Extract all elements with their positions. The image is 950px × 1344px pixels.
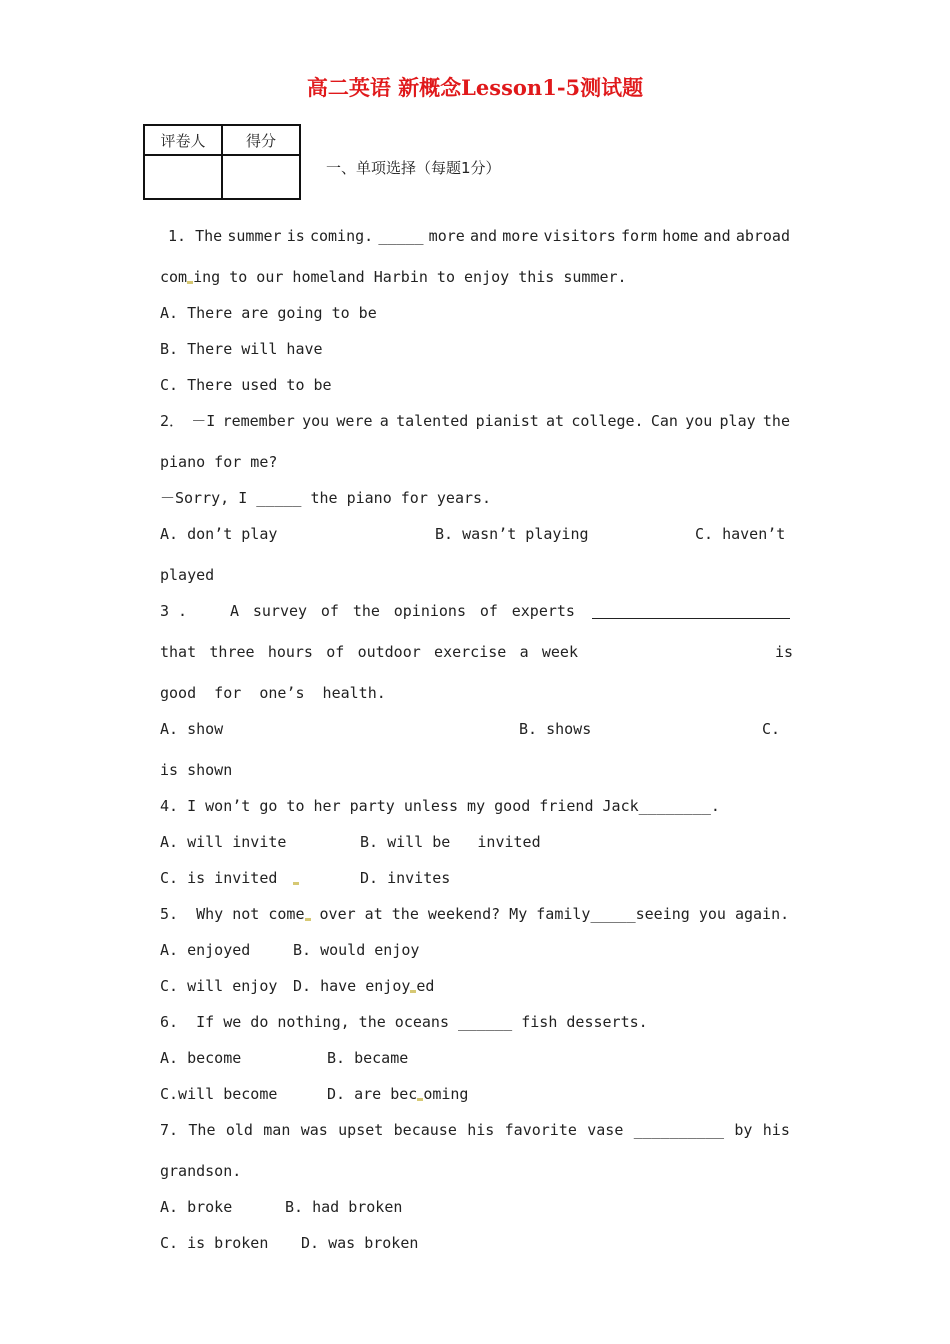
word: A bbox=[230, 602, 240, 620]
q7-option-d: D. was broken bbox=[301, 1234, 419, 1252]
word: upset bbox=[338, 1121, 384, 1139]
word: was bbox=[300, 1121, 328, 1139]
word: coming. bbox=[309, 227, 374, 245]
word: his bbox=[762, 1121, 790, 1139]
q7-line1 bbox=[160, 1120, 790, 1140]
word: of bbox=[320, 602, 339, 620]
page-title: 高二英语 新概念Lesson1-5测试题 bbox=[306, 75, 644, 100]
word: 2． bbox=[160, 412, 185, 430]
grader-cell bbox=[144, 155, 222, 199]
word: home bbox=[662, 227, 699, 245]
word: The bbox=[188, 1121, 216, 1139]
q1-line2: com ing to our homeland Harbin to enjoy this summer. bbox=[160, 268, 627, 286]
word: that bbox=[160, 643, 197, 661]
word: exercise bbox=[434, 643, 507, 661]
word: pianist bbox=[475, 412, 539, 430]
word: old bbox=[225, 1121, 253, 1139]
word: were bbox=[336, 412, 373, 430]
q3-line2-end: is bbox=[775, 643, 794, 661]
word: you bbox=[302, 412, 330, 430]
word: at bbox=[546, 412, 565, 430]
word: three bbox=[209, 643, 255, 661]
word: a bbox=[379, 412, 389, 430]
q3-line2 bbox=[160, 642, 578, 662]
word: visitors bbox=[543, 227, 616, 245]
q1-option-a: A. There are going to be bbox=[160, 304, 377, 322]
word: _____ bbox=[378, 227, 424, 245]
word: －I bbox=[191, 412, 216, 430]
word: and bbox=[703, 227, 731, 245]
q2-option-c: C. haven’t bbox=[695, 525, 786, 543]
q3-line1 bbox=[230, 601, 575, 621]
q4-stem: 4. I won’t go to her party unless my good friend Jack________. bbox=[160, 797, 720, 815]
q3-answer-blank bbox=[592, 618, 790, 619]
word: man bbox=[263, 1121, 291, 1139]
q2-option-c-cont: played bbox=[160, 566, 215, 584]
q3-option-b: B. shows bbox=[519, 720, 592, 738]
word: play bbox=[719, 412, 756, 430]
word: outdoor bbox=[357, 643, 421, 661]
word: remember bbox=[222, 412, 295, 430]
word: survey bbox=[252, 602, 308, 620]
q3-number: 3 . bbox=[160, 602, 188, 620]
word: 7. bbox=[160, 1121, 179, 1139]
word: Can bbox=[650, 412, 678, 430]
q4-option-d: D. invites bbox=[360, 869, 451, 887]
q1-line1 bbox=[168, 226, 790, 246]
q3-option-c-cont: is shown bbox=[160, 761, 233, 779]
word: the bbox=[762, 412, 790, 430]
word: you bbox=[685, 412, 713, 430]
word: 1. The bbox=[168, 227, 223, 245]
word: summer bbox=[227, 227, 282, 245]
score-cell bbox=[222, 155, 300, 199]
q3-option-a: A. show bbox=[160, 720, 224, 738]
section-heading: 一、单项选择（每题1分） bbox=[326, 159, 501, 177]
q7-option-a: A. broke bbox=[160, 1198, 233, 1216]
q2-line2: piano for me? bbox=[160, 453, 278, 471]
word: the bbox=[352, 602, 380, 620]
word: and bbox=[469, 227, 498, 245]
word: abroad bbox=[735, 227, 790, 245]
word: more bbox=[428, 227, 465, 245]
q2-option-b: B. wasn’t playing bbox=[435, 525, 589, 543]
q3-option-c: C. bbox=[762, 720, 781, 738]
q6-option-b: B. became bbox=[327, 1049, 409, 1067]
q1-option-b: B. There will have bbox=[160, 340, 323, 358]
q2-option-a: A. don’t play bbox=[160, 525, 278, 543]
score-header: 得分 bbox=[222, 125, 300, 155]
word: by bbox=[734, 1121, 753, 1139]
word: is bbox=[286, 227, 305, 245]
q6-option-c: C.will become bbox=[160, 1085, 278, 1103]
word: college. bbox=[571, 412, 644, 430]
q3-line3: good for one’s health. bbox=[160, 684, 386, 702]
word: of bbox=[479, 602, 498, 620]
q5-stem: 5. Why not come over at the weekend? My family_____seeing you again. bbox=[160, 905, 790, 923]
q4-option-c: C. is invited bbox=[160, 869, 278, 887]
q6-option-d: D. are bec oming bbox=[327, 1085, 469, 1103]
word: a bbox=[519, 643, 529, 661]
word: his bbox=[467, 1121, 495, 1139]
q5-option-d: D. have enjoy ed bbox=[293, 977, 435, 995]
word: of bbox=[326, 643, 345, 661]
q5-option-b: B. would enjoy bbox=[293, 941, 420, 959]
q1-option-c: C. There used to be bbox=[160, 376, 332, 394]
edit-mark bbox=[293, 882, 299, 885]
q4-option-a: A. will invite bbox=[160, 833, 287, 851]
word: week bbox=[541, 643, 578, 661]
q4-option-b: B. will be invited bbox=[360, 833, 541, 851]
q7-line2: grandson. bbox=[160, 1162, 242, 1180]
q2-line1 bbox=[160, 411, 790, 431]
word: because bbox=[393, 1121, 457, 1139]
word: favorite bbox=[504, 1121, 577, 1139]
q2-line3: －Sorry, I _____ the piano for years. bbox=[160, 489, 492, 507]
word: more bbox=[502, 227, 539, 245]
word: experts bbox=[511, 602, 575, 620]
q5-option-a: A. enjoyed bbox=[160, 941, 251, 959]
word: __________ bbox=[633, 1121, 725, 1139]
q7-option-b: B. had broken bbox=[285, 1198, 403, 1216]
word: talented bbox=[396, 412, 469, 430]
word: form bbox=[620, 227, 658, 245]
word: vase bbox=[587, 1121, 624, 1139]
score-table bbox=[143, 124, 301, 200]
q6-option-a: A. become bbox=[160, 1049, 242, 1067]
q7-option-c: C. is broken bbox=[160, 1234, 269, 1252]
grader-header: 评卷人 bbox=[144, 125, 222, 155]
q5-option-c: C. will enjoy bbox=[160, 977, 278, 995]
word: opinions bbox=[393, 602, 466, 620]
q6-stem: 6. If we do nothing, the oceans ______ fish desserts. bbox=[160, 1013, 648, 1031]
word: hours bbox=[267, 643, 313, 661]
